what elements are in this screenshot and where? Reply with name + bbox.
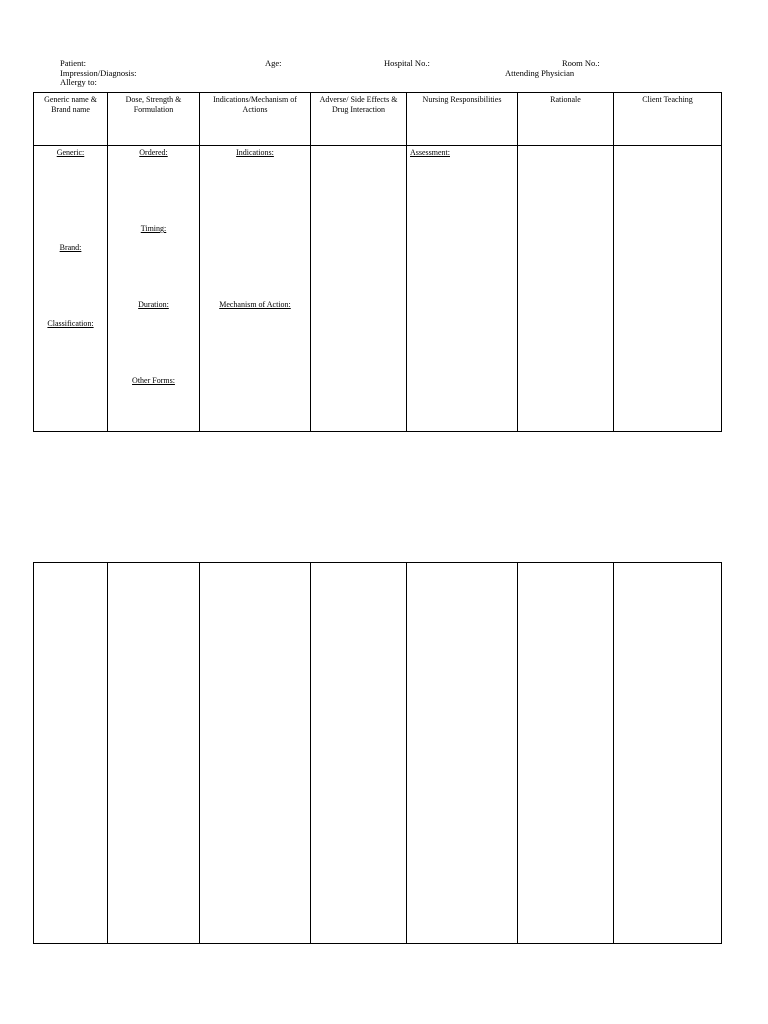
hospital-no-label: Hospital No.:	[384, 58, 430, 68]
column-header-rationale: Rationale	[518, 93, 614, 146]
brand-label: Brand:	[59, 243, 82, 252]
generic-brand-cell[interactable]	[34, 146, 108, 432]
other-forms-label: Other Forms:	[132, 376, 175, 385]
header-row	[34, 93, 722, 146]
assessment-label: Assessment:	[410, 148, 450, 157]
classification-label: Classification:	[47, 319, 94, 328]
column-header-generic-brand: Generic name & Brand name	[34, 93, 108, 146]
indications-cell[interactable]	[200, 146, 311, 432]
room-no-label: Room No.:	[562, 58, 600, 68]
continuation-table	[33, 562, 722, 944]
body-row	[34, 146, 722, 432]
adverse-effects-cell[interactable]	[311, 146, 407, 432]
indications-label: Indications:	[236, 148, 274, 157]
ordered-label: Ordered:	[139, 148, 168, 157]
continuation-teaching-cell[interactable]	[614, 563, 722, 944]
column-header-dose: Dose, Strength & Formulation	[108, 93, 200, 146]
continuation-adverse-cell[interactable]	[311, 563, 407, 944]
continuation-rationale-cell[interactable]	[518, 563, 614, 944]
dose-cell[interactable]	[108, 146, 200, 432]
attending-physician-label: Attending Physician	[505, 68, 575, 78]
allergy-label: Allergy to:	[60, 77, 97, 87]
drug-study-table	[33, 92, 722, 432]
nursing-cell[interactable]	[407, 146, 518, 432]
duration-label: Duration:	[138, 300, 169, 309]
rationale-cell[interactable]	[518, 146, 614, 432]
continuation-row	[34, 563, 722, 944]
column-header-adverse-effects: Adverse/ Side Effects & Drug Interaction	[311, 93, 407, 146]
continuation-nursing-cell[interactable]	[407, 563, 518, 944]
age-label: Age:	[265, 58, 282, 68]
continuation-generic-cell[interactable]	[34, 563, 108, 944]
continuation-dose-cell[interactable]	[108, 563, 200, 944]
mechanism-label: Mechanism of Action:	[219, 300, 291, 309]
impression-diagnosis-label: Impression/Diagnosis:	[60, 68, 137, 78]
column-header-nursing: Nursing Responsibilities	[407, 93, 518, 146]
patient-label: Patient:	[60, 58, 86, 68]
column-header-client-teaching: Client Teaching	[614, 93, 722, 146]
generic-label: Generic:	[56, 148, 85, 157]
column-header-indications: Indications/Mechanism of Actions	[200, 93, 311, 146]
timing-label: Timing:	[140, 224, 167, 233]
client-teaching-cell[interactable]	[614, 146, 722, 432]
continuation-indications-cell[interactable]	[200, 563, 311, 944]
